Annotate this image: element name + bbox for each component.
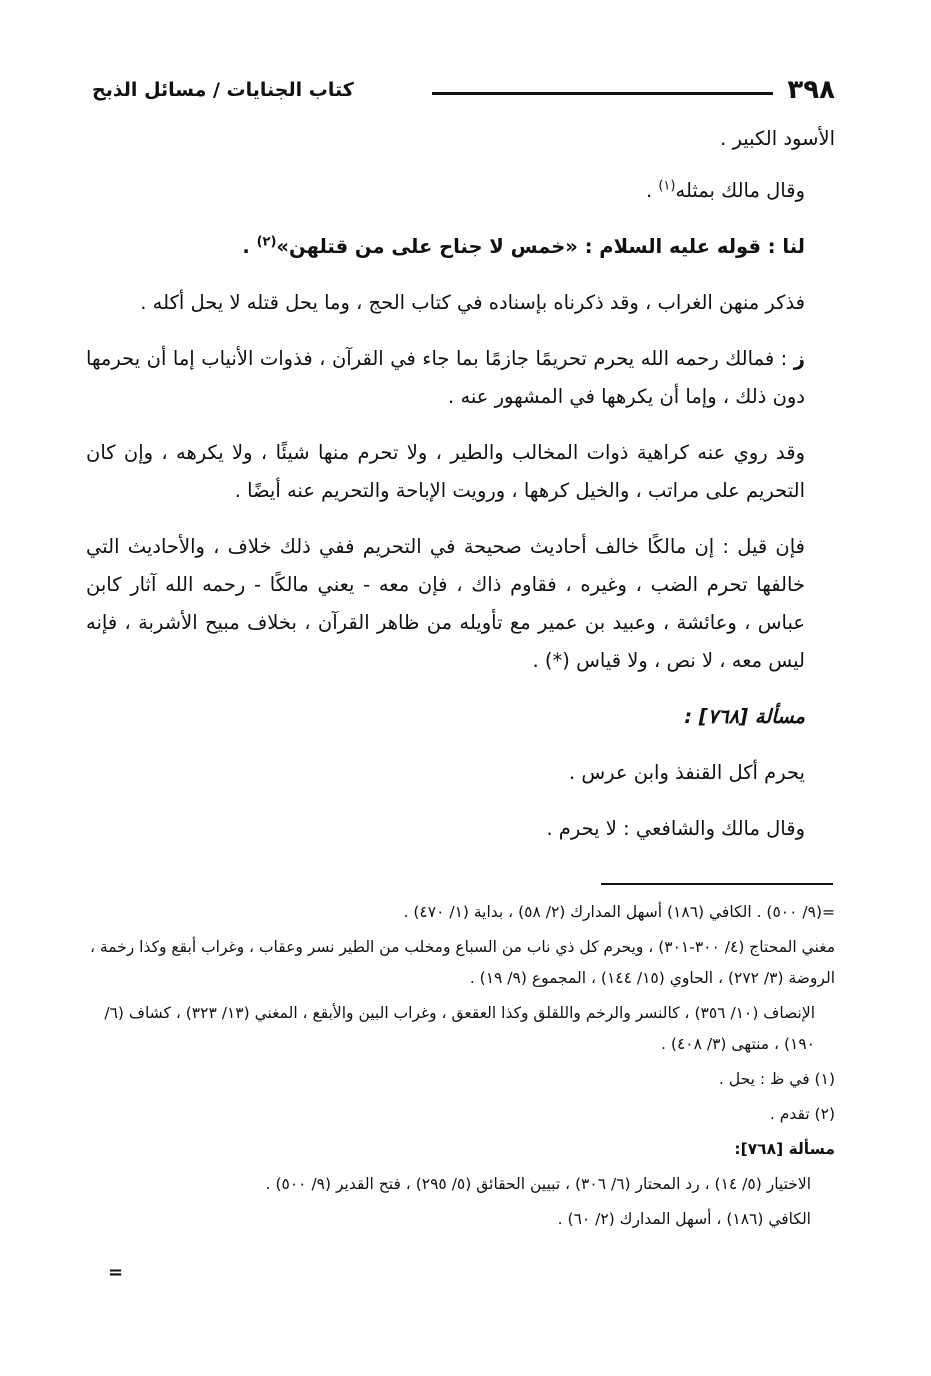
page-header <box>92 74 835 114</box>
commentary-mark: ز <box>793 347 805 370</box>
running-head: كتاب الجنايات / مسائل الذبح <box>92 79 354 101</box>
paragraph: وقال مالك والشافعي : لا يحرم . <box>546 817 805 840</box>
paragraph: فذكر منهن الغراب ، وقد ذكرناه بإسناده في كتاب الحج ، وما يحل قتله لا يحل أكله . <box>140 291 805 314</box>
paragraph-end: . <box>242 235 257 258</box>
paragraph: الأسود الكبير . <box>720 127 835 150</box>
footnote-line: (٢) تقدم . <box>769 1105 835 1123</box>
footnote-line: الاختيار (٥/ ١٤) ، رد المحتار (٦/ ٣٠٦) ، تبيين الحقائق (٥/ ٢٩٥) ، فتح القدير (٩/ ٥٠٠) . <box>265 1175 811 1193</box>
paragraph-end: . <box>645 179 659 202</box>
footnote-line: =(٩/ ٥٠٠) . الكافي (١٨٦) أسهل المدارك (٢/ ٥٨) ، بداية (١/ ٤٧٠) . <box>403 903 835 921</box>
footnote-line: (١) في ظ : يحل . <box>719 1070 835 1088</box>
footnote-line: الكافي (١٨٦) ، أسهل المدارك (٢/ ٦٠) . <box>557 1210 811 1228</box>
continuation-mark: = <box>108 1262 124 1283</box>
page-number: ٣٩٨ <box>787 75 835 105</box>
paragraph <box>86 172 835 210</box>
footnote-line: الإنصاف (١٠/ ٣٥٦) ، كالنسر والرخم واللقلق وكذا العقعق ، وغراب البين والأبقع ، المغني (١٣/ ٣٢٣) ، كشاف (٦/ ١٩٠) ، منتهى (٣/ ٤٠٨) . <box>104 1004 815 1053</box>
footnote-ref: (٢) <box>256 234 277 250</box>
main-text <box>86 120 835 866</box>
paragraph: وقد روي عنه كراهية ذوات المخالب والطير ، ولا تحرم منها شيئًا ، ولا يكرهه ، وإن كان التحريم على مراتب ، والخيل كرهها ، ورويت الإباحة والتحريم عنه أيضًا . <box>86 441 805 502</box>
footnotes <box>86 897 835 1239</box>
footnote-line: مغني المحتاج (٤/ ٣٠٠-٣٠١) ، ويحرم كل ذي ناب من السباع ومخلب من الطير نسر وعقاب ، وغراب أبقع وكذا رخمة ، الروضة (٣/ ٢٧٢) ، الحاوي (١٥/ ١٤٤) ، المجموع (٩/ ١٩) . <box>89 938 835 987</box>
paragraph <box>86 340 835 416</box>
paragraph: يحرم أكل القنفذ وابن عرس . <box>568 761 805 784</box>
header-rule <box>432 92 773 95</box>
footnote-separator <box>601 883 833 885</box>
footnote-ref: (١) <box>658 178 676 194</box>
footnote-issue-ref: مسألة [٧٦٨]: <box>734 1140 835 1158</box>
paragraph: فإن قيل : إن مالكًا خالف أحاديث صحيحة في التحريم ففي ذلك خلاف ، والأحاديث التي خالفها تحرم الضب ، وغيره ، فقاوم ذاك ، فإن معه - يعني مالكًا - رحمه الله آثار كابن عباس ، وعائشة ، وعبيد بن عمير مع تأويله من ظاهر القرآن ، بخلاف مبيح الأشربة ، فإنه ليس معه ، لا نص ، ولا قياس (*) . <box>86 535 805 672</box>
paragraph-text: وقال مالك بمثله <box>675 179 805 202</box>
paragraph-text: : فمالك رحمه الله يحرم تحريمًا جازمًا بما جاء في القرآن ، فذوات الأنياب إما أن يحرمها دون ذلك ، وإما أن يكرهها في المشهور عنه . <box>86 347 805 408</box>
paragraph <box>86 228 835 266</box>
issue-title: مسألة [٧٦٨] : <box>684 705 805 728</box>
paragraph-text: لنا : قوله عليه السلام : «خمس لا جناح على من قتلهن» <box>276 235 805 258</box>
